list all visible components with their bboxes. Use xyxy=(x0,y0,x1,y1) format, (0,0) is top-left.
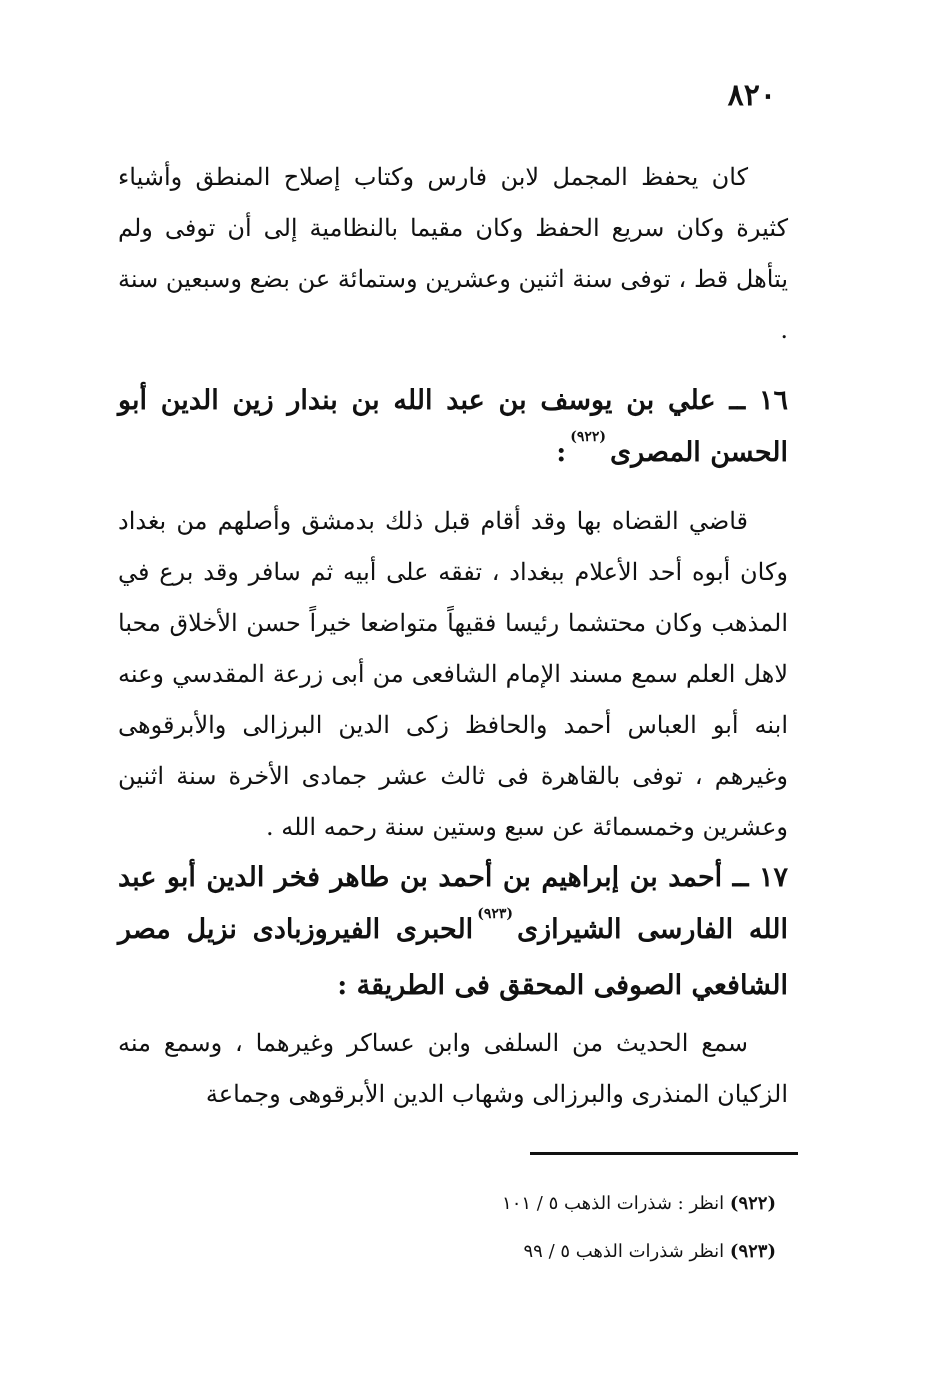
footnote-ref-923[interactable]: (٩٢٣) xyxy=(477,906,513,922)
entry-16-colon: : xyxy=(556,437,567,468)
footnote-ref-922[interactable]: (٩٢٢) xyxy=(570,429,607,445)
entry-16-heading xyxy=(118,375,788,483)
entry-17-title-part-1: ١٧ ــ أحمد بن إبراهيم بن أحمد بن طاهر فخر الدين أبو عبد الله الفارسى الشيرازى xyxy=(118,862,788,945)
footnote-922 xyxy=(356,1180,776,1228)
paragraph-continuation xyxy=(118,152,788,356)
footnote-divider xyxy=(530,1152,798,1155)
entry-16-body xyxy=(118,496,788,853)
entry-17-body xyxy=(118,1018,788,1120)
page-number: ٨٢٠ xyxy=(727,78,776,113)
entry-17-title-part-2: الحبرى الفيروزبادى نزيل مصر الشافعي الصوفى المحقق فى الطريقة : xyxy=(118,914,788,1001)
paragraph-1-text: كان يحفظ المجمل لابن فارس وكتاب إصلاح المنطق وأشياء كثيرة وكان سريع الحفظ وكان مقيما بالنظامية إلى أن توفى ولم يتأهل قط ، توفى سنة اثنين وعشرين وستمائة عن بضع وسبعين سنة . xyxy=(118,163,788,344)
paragraph-3-text: سمع الحديث من السلفى وابن عساكر وغيرهما ، وسمع منه الزكيان المنذرى والبرزالى وشهاب الدين الأبرقوهى وجماعة xyxy=(118,1029,788,1108)
paragraph-2-text: قاضي القضاه بها وقد أقام قبل ذلك بدمشق وأصلهم من بغداد وكان أبوه أحد الأعلام ببغداد ، تفقه على أبيه ثم سافر وقد برع في المذهب وكان محتشما رئيسا فقيهاً متواضعا خيراً حسن الأخلاق محبا لاهل العلم سمع مسند الإمام الشافعى من أبى زرعة المقدسي وعنه ابنه أبو العباس أحمد والحافظ زكى الدين البرزالى والأبرقوهى وغيرهم ، توفى بالقاهرة فى ثالث عشر جمادى الأخرة سنة اثنين وعشرين وخمسمائة عن سبع وستين سنة رحمه الله . xyxy=(118,507,788,841)
footnote-number: (٩٢٢) xyxy=(729,1193,776,1214)
entry-17-heading xyxy=(118,852,788,1012)
entry-16-title: ١٦ ــ علي بن يوسف بن عبد الله بن بندار زين الدين أبو الحسن المصرى xyxy=(118,385,788,468)
footnotes-section xyxy=(356,1180,776,1276)
footnote-text: انظر شذرات الذهب ٥ / ٩٩ xyxy=(523,1241,725,1262)
footnote-number: (٩٢٣) xyxy=(729,1241,776,1262)
footnote-text: انظر : شذرات الذهب ٥ / ١٠١ xyxy=(502,1193,725,1214)
footnote-923 xyxy=(356,1228,776,1276)
